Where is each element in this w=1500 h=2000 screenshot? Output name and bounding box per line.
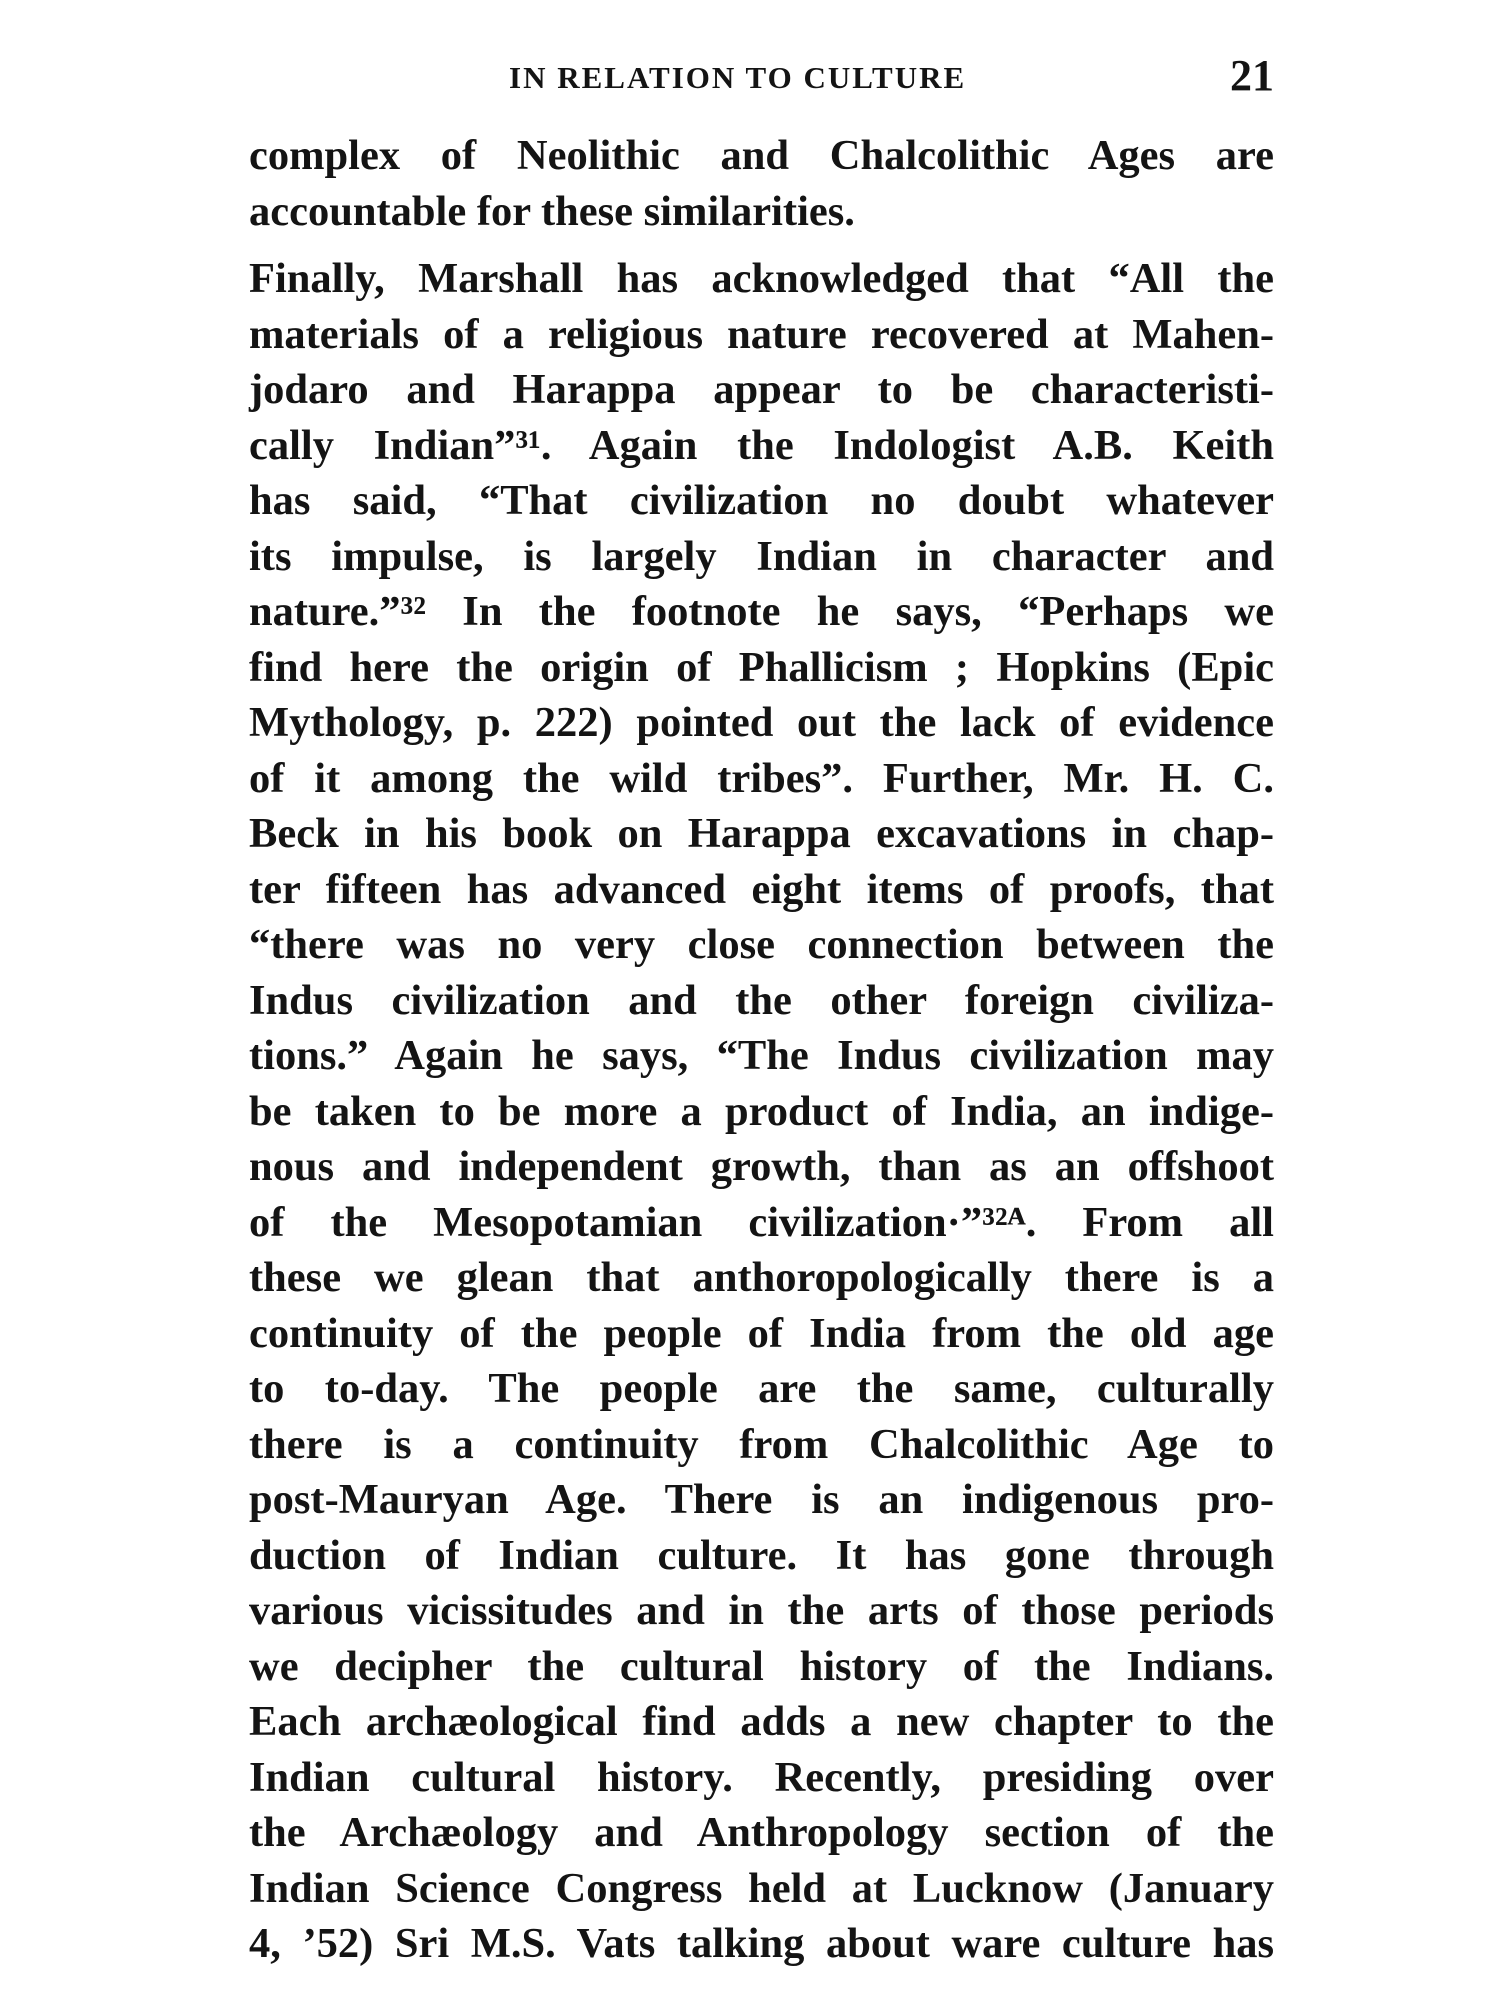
page-number: 21 xyxy=(1230,51,1274,100)
text-line: continuity of the people of India from the old age xyxy=(249,1309,1274,1357)
text-line: ter fifteen has advanced eight items of proofs, that xyxy=(249,865,1274,913)
body-text xyxy=(249,128,1274,1972)
text-line: Finally, Marshall has acknowledged that “All the xyxy=(249,255,1274,302)
text-line: materials of a religious nature recovered at Mahen- xyxy=(249,310,1274,358)
paragraph-continuation xyxy=(249,128,1274,239)
text-line: there is a continuity from Chalcolithic Age to xyxy=(249,1420,1274,1468)
text-line: various vicissitudes and in the arts of those periods xyxy=(249,1587,1274,1634)
text-line: has said, “That civilization no doubt whatever xyxy=(249,477,1274,524)
text-line: duction of Indian culture. It has gone through xyxy=(249,1531,1274,1579)
text-line: be taken to be more a product of India, an indige- xyxy=(249,1087,1274,1135)
text-line: nature.”³² In the footnote he says, “Perhaps we xyxy=(249,588,1274,635)
running-head xyxy=(249,52,1274,112)
text-line: find here the origin of Phallicism ; Hopkins (Epic xyxy=(249,643,1274,691)
running-title: IN RELATION TO CULTURE xyxy=(509,60,967,95)
text-line: we decipher the cultural history of the Indians. xyxy=(249,1642,1274,1690)
text-line: to to-day. The people are the same, culturally xyxy=(249,1365,1274,1412)
text-line: accountable for these similarities. xyxy=(249,187,855,235)
text-line: its impulse, is largely Indian in character and xyxy=(249,532,1274,580)
text-line: post-Mauryan Age. There is an indigenous pro- xyxy=(249,1476,1274,1523)
text-line: Indian cultural history. Recently, presiding over xyxy=(249,1753,1274,1801)
text-line: the Archæology and Anthropology section of the xyxy=(249,1809,1274,1856)
text-line: tions.” Again he says, “The Indus civilization may xyxy=(249,1032,1274,1079)
text-line: cally Indian”³¹. Again the Indologist A.B. Keith xyxy=(249,421,1274,469)
text-line: of the Mesopotamian civilization·”³²ᴬ. From all xyxy=(249,1198,1274,1246)
text-line: jodaro and Harappa appear to be characteristi- xyxy=(249,366,1274,413)
paragraph-main xyxy=(249,251,1274,1972)
text-line: 4, ’52) Sri M.S. Vats talking about ware culture has xyxy=(249,1920,1274,1967)
text-line: Indian Science Congress held at Lucknow (January xyxy=(249,1864,1274,1912)
text-line: Each archæological find adds a new chapter to the xyxy=(249,1698,1274,1745)
text-line: Beck in his book on Harappa excavations in chap- xyxy=(249,810,1274,857)
text-line: of it among the wild tribes”. Further, Mr. H. C. xyxy=(249,754,1274,802)
text-line: these we glean that anthoropologically there is a xyxy=(249,1254,1274,1301)
text-line: “there was no very close connection between the xyxy=(249,921,1274,968)
text-line: Mythology, p. 222) pointed out the lack of evidence xyxy=(249,699,1274,746)
text-line: nous and independent growth, than as an offshoot xyxy=(249,1143,1274,1190)
text-line: complex of Neolithic and Chalcolithic Ages are xyxy=(249,132,1274,179)
text-line: Indus civilization and the other foreign civiliza- xyxy=(249,976,1274,1024)
